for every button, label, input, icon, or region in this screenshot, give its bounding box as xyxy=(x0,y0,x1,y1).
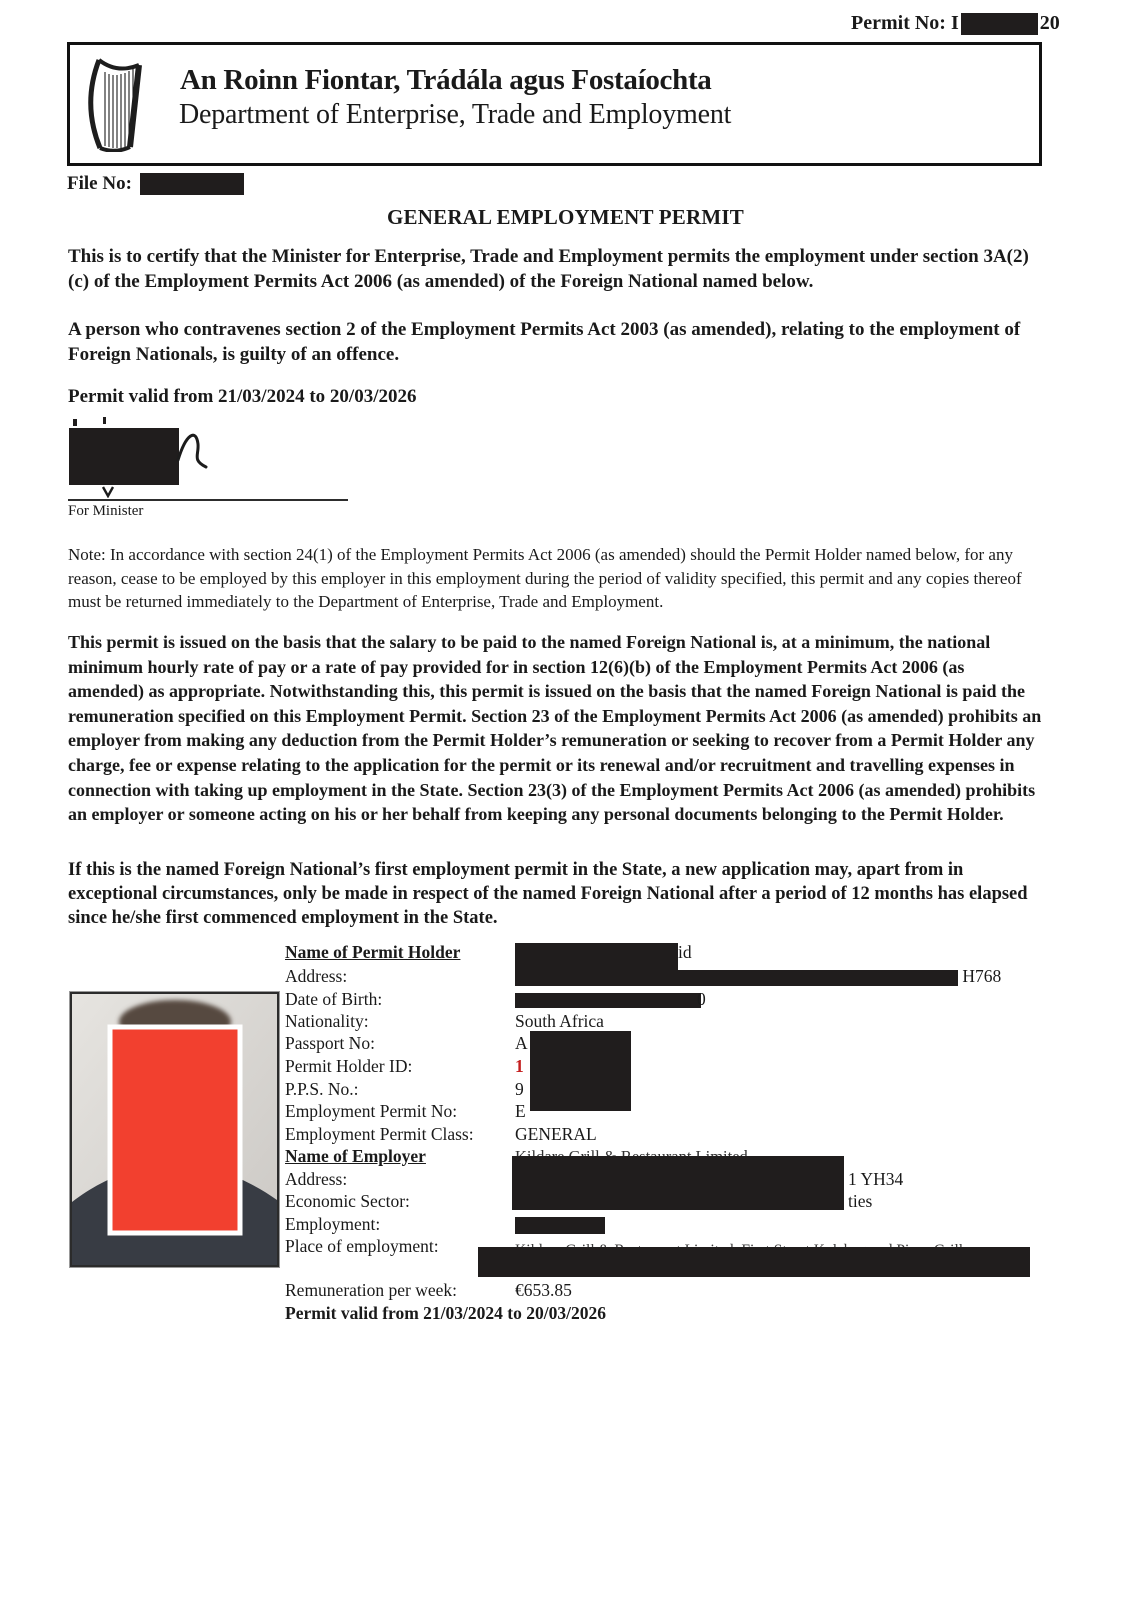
place-label: Place of employment: xyxy=(285,1236,439,1256)
row-permit-holder-id xyxy=(285,1056,1065,1077)
place-redaction-box xyxy=(478,1247,1030,1277)
passport-label: Passport No: xyxy=(285,1033,375,1053)
permit-number-suffix: 20 xyxy=(1039,12,1060,34)
row-employment-permit-class xyxy=(285,1124,1065,1145)
pps-fragment: 9 xyxy=(515,1079,524,1099)
signature-redaction-box xyxy=(69,428,179,485)
face-cover-box xyxy=(110,1027,240,1233)
permit-holder-id-label: Permit Holder ID: xyxy=(285,1056,413,1076)
permit-number-redaction-box xyxy=(961,13,1038,35)
ink-mark xyxy=(103,417,106,424)
department-name-irish: An Roinn Fiontar, Trádála agus Fostaíochta xyxy=(180,64,712,96)
permit-number-line xyxy=(851,12,1060,35)
employer-section-label: Name of Employer xyxy=(285,1146,426,1166)
remuneration-value: €653.85 xyxy=(515,1280,572,1300)
row-nationality xyxy=(285,1011,1065,1032)
employer-redaction-box xyxy=(512,1156,844,1210)
signature-stroke xyxy=(176,430,212,470)
file-number-line xyxy=(67,173,244,195)
file-number-redaction-box xyxy=(140,173,244,195)
employment-permit-class-value: GENERAL xyxy=(515,1124,597,1144)
document-title: GENERAL EMPLOYMENT PERMIT xyxy=(387,205,744,229)
passport-fragment: A xyxy=(515,1033,528,1053)
nationality-value: South Africa xyxy=(515,1011,604,1031)
file-number-label: File No: xyxy=(67,173,132,194)
row-date-of-birth xyxy=(285,989,1065,1010)
employment-permit-no-fragment: E xyxy=(515,1101,526,1121)
address-redaction-box xyxy=(515,970,958,986)
signature-line xyxy=(68,499,348,501)
employer-address-label: Address: xyxy=(285,1169,348,1189)
for-minister-label: For Minister xyxy=(68,503,144,519)
economic-sector-label: Economic Sector: xyxy=(285,1191,410,1211)
employer-address-suffix-fragment: 1 YH34 xyxy=(848,1169,904,1189)
row-pps-no xyxy=(285,1079,1065,1100)
permit-holder-id-fragment: 1 xyxy=(515,1056,524,1076)
validity-line-top: Permit valid from 21/03/2024 to 20/03/2026 xyxy=(68,386,417,407)
row-employment xyxy=(285,1214,1065,1235)
first-permit-paragraph: If this is the named Foreign National’s first employment permit in the State, a new application may, apart from in exceptional circumstances, only be made in respect of the named Foreign National after a period of 12 months has elapsed since he/she first commenced employment in the State. xyxy=(68,860,1028,928)
permit-holder-photo xyxy=(70,992,279,1267)
salary-paragraph: This permit is issued on the basis that the salary to be paid to the named Foreign National is, at a minimum, the national minimum hourly rate of pay or a rate of pay provided for in section 12(6)(b) of the Employment Permits Act 2006 (as amended) as appropriate. Notwithstanding this, this permit is issued on the basis that the named Foreign National is paid the remuneration specified on this Employment Permit. Section 23 of the Employment Permits Act 2006 (as amended) prohibits an employer from making any deduction from the Permit Holder’s remuneration or seeking to recover from a Permit Holder any charge, fee or expense relating to the application for the permit or its renewal and/or recruitment and travelling expenses in connection with taking up employment in the State. Section 23(3) of the Employment Permits Act 2006 (as amended) prohibits an employer or someone acting on his or her behalf from keeping any personal documents belonging to the Permit Holder. xyxy=(68,632,1042,825)
employment-permit-no-label: Employment Permit No: xyxy=(285,1101,458,1121)
signature-tail-stroke xyxy=(101,486,115,498)
row-holder-address xyxy=(285,966,1065,987)
permit-holder-section-label: Name of Permit Holder xyxy=(285,942,461,962)
id-values-redaction-box xyxy=(530,1031,631,1111)
economic-sector-suffix-fragment: ties xyxy=(848,1191,873,1211)
photo-image xyxy=(72,994,277,1265)
validity-line-bottom: Permit valid from 21/03/2024 to 20/03/2026 xyxy=(285,1303,606,1323)
dob-label: Date of Birth: xyxy=(285,989,383,1009)
row-employment-permit-no xyxy=(285,1101,1065,1122)
nationality-label: Nationality: xyxy=(285,1011,369,1031)
irish-harp-icon xyxy=(85,54,143,152)
address-suffix-fragment: H768 xyxy=(962,966,1002,986)
row-permit-holder-name xyxy=(285,942,1065,964)
permit-number-prefix: Permit No: I xyxy=(851,12,959,34)
offence-paragraph: A person who contravenes section 2 of the Employment Permits Act 2003 (as amended), relating to the employment of Foreign Nationals, is guilty of an offence. xyxy=(68,319,1021,365)
ink-mark xyxy=(73,419,77,426)
row-remuneration xyxy=(285,1280,1065,1301)
name-suffix-fragment: id xyxy=(678,942,692,962)
certify-paragraph: This is to certify that the Minister for Enterprise, Trade and Employment permits the employment under section 3A(2)(c) of the Employment Permits Act 2006 (as amended) of the Foreign National named below. xyxy=(68,246,1029,292)
dob-suffix-fragment: 0 xyxy=(697,989,706,1009)
department-name-english: Department of Enterprise, Trade and Employment xyxy=(179,99,732,130)
address-label: Address: xyxy=(285,966,348,986)
dob-redaction-box xyxy=(515,993,701,1008)
employment-redaction-box xyxy=(515,1217,605,1234)
employment-label: Employment: xyxy=(285,1214,381,1234)
remuneration-label: Remuneration per week: xyxy=(285,1280,458,1300)
employment-permit-class-label: Employment Permit Class: xyxy=(285,1124,474,1144)
note-paragraph: Note: In accordance with section 24(1) of the Employment Permits Act 2006 (as amended) should the Permit Holder named below, for any reason, cease to be employed by this employer in this employment during the period of validity specified, this permit and any copies thereof must be returned immediately to the Department of Enterprise, Trade and Employment. xyxy=(68,545,1022,611)
pps-label: P.P.S. No.: xyxy=(285,1079,359,1099)
row-passport-no xyxy=(285,1033,1065,1054)
